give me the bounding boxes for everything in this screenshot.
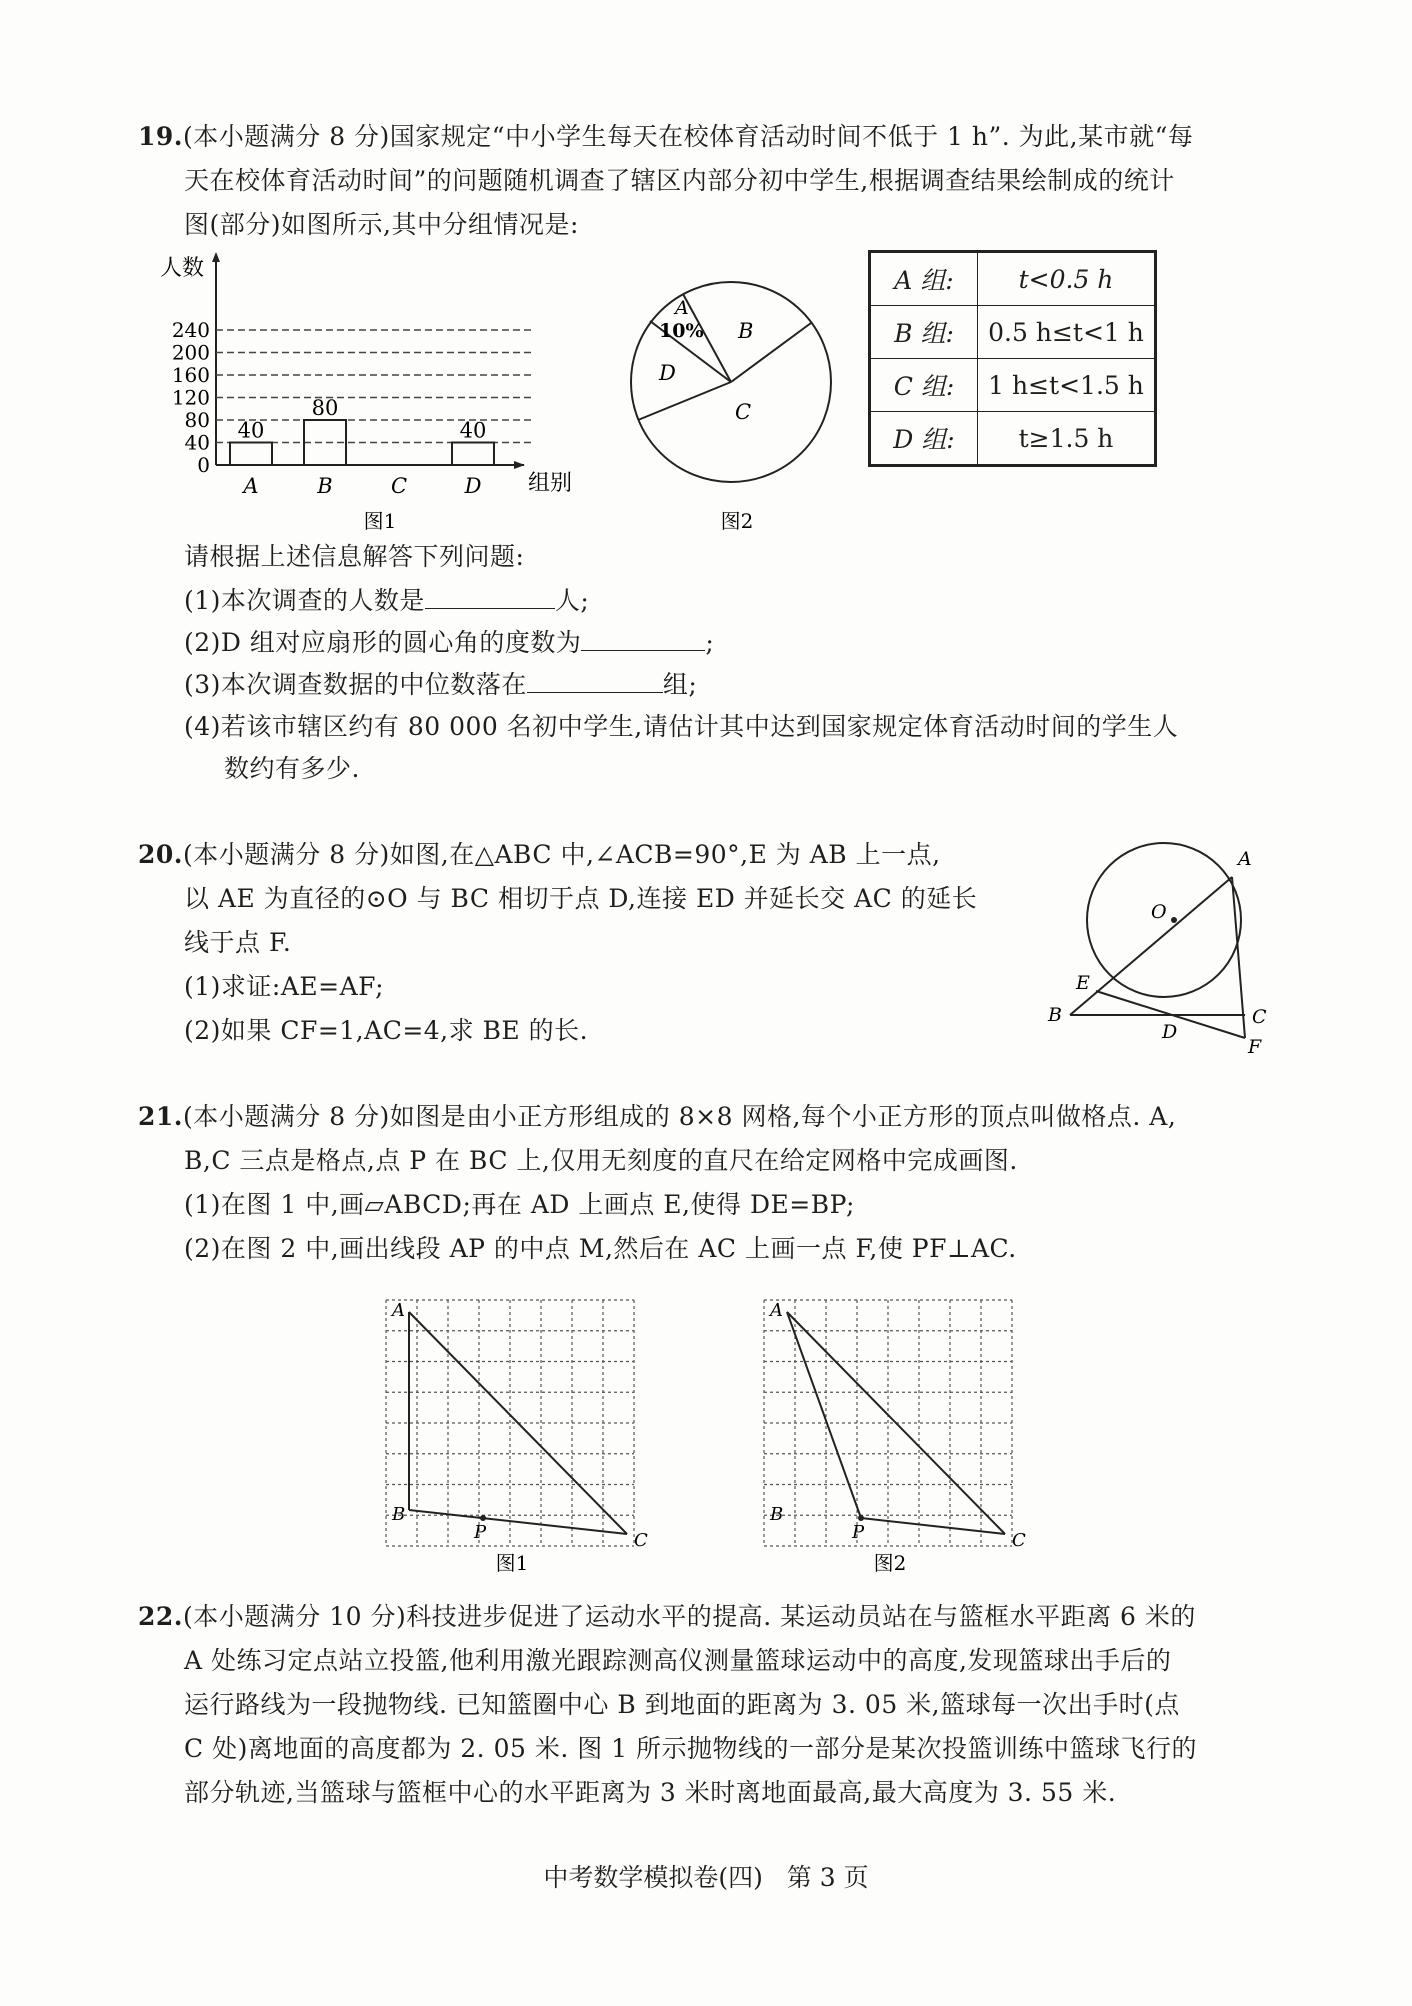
- label-o: O: [1151, 901, 1167, 923]
- bar-chart-category: A: [243, 474, 259, 498]
- q19-sub1: (1)本次调查的人数是 人;: [184, 586, 590, 615]
- segment-bc: [409, 1510, 627, 1534]
- q22-line-3: 运行路线为一段抛物线. 已知篮圈中心 B 到地面的距离为 3. 05 米,篮球每一次出手时(点: [184, 1690, 1180, 1719]
- q22-text-1: (本小题满分 10 分)科技进步促进了运动水平的提高. 某运动员站在与篮框水平距离 6 米的: [183, 1602, 1196, 1631]
- bar-chart-y-tick: 40: [184, 430, 210, 455]
- segment-pc: [861, 1518, 1005, 1534]
- label-c: C: [634, 1530, 648, 1551]
- bar-chart-data-label: 40: [237, 418, 265, 443]
- answer-blank-3[interactable]: [527, 670, 663, 693]
- groups-row: [870, 252, 1156, 306]
- group-range: t<0.5 h: [978, 252, 1156, 306]
- group-name: D 组:: [870, 412, 978, 466]
- center-point-o: [1171, 917, 1177, 923]
- q21-sub1: (1)在图 1 中,画▱ABCD;再在 AD 上画点 E,使得 DE=BP;: [184, 1190, 855, 1219]
- pie-label-b: B: [738, 319, 754, 343]
- group-range: 1 h≤t<1.5 h: [978, 359, 1156, 412]
- pie-chart: [625, 280, 845, 538]
- label-c: C: [1252, 1006, 1267, 1028]
- q20-sub2: (2)如果 CF=1,AC=4,求 BE 的长.: [184, 1016, 589, 1045]
- label-p: P: [852, 1522, 865, 1543]
- q19-number: 19.: [138, 122, 183, 151]
- q21-sub2: (2)在图 2 中,画出线段 AP 的中点 M,然后在 AC 上画一点 F,使 PF⊥AC.: [184, 1234, 1017, 1263]
- q22-line-4: C 处)离地面的高度都为 2. 05 米. 图 1 所示抛物线的一部分是某次投篮训练中篮球飞行的: [184, 1734, 1198, 1763]
- q20-line-3: 线于点 F.: [184, 928, 292, 957]
- label-b: B: [392, 1504, 406, 1525]
- groups-row: [870, 306, 1156, 359]
- q21-text-1: (本小题满分 8 分)如图是由小正方形组成的 8×8 网格,每个小正方形的顶点叫做格点. A,: [183, 1102, 1177, 1131]
- bar-chart-bar: [230, 443, 272, 466]
- q19-sub4-line1: (4)若该市辖区约有 80 000 名初中学生,请估计其中达到国家规定体育活动时间的学生人: [184, 712, 1179, 741]
- q20-sub1: (1)求证:AE=AF;: [184, 972, 385, 1001]
- group-range: 0.5 h≤t<1 h: [978, 306, 1156, 359]
- q21-number: 21.: [138, 1102, 183, 1131]
- bar-chart-ylabel: 人数: [160, 256, 205, 281]
- group-name: B 组:: [870, 306, 978, 359]
- point-p: [858, 1515, 864, 1521]
- bar-chart: [160, 250, 590, 538]
- q19-prompt: 请根据上述信息解答下列问题:: [184, 542, 525, 571]
- pie-radius-3: [638, 382, 731, 420]
- bar-chart-caption: 图1: [363, 509, 397, 533]
- q22-number: 22.: [138, 1602, 183, 1631]
- bar-chart-category: B: [317, 474, 333, 498]
- bar-chart-y-arrow: [212, 252, 220, 262]
- label-p: P: [474, 1522, 487, 1543]
- q19-sub2: (2)D 组对应扇形的圆心角的度数为 ;: [184, 628, 715, 657]
- bar-chart-category: C: [390, 474, 408, 498]
- groups-table: [868, 250, 1157, 467]
- answer-blank-1[interactable]: [425, 586, 555, 609]
- groups-row: [870, 412, 1156, 466]
- pie-label-d: D: [659, 361, 676, 385]
- pie-chart-caption: 图2: [720, 509, 754, 533]
- q19-line-2: 天在校体育活动时间”的问题随机调查了辖区内部分初中学生,根据调查结果绘制成的统计: [184, 166, 1175, 195]
- label-f: F: [1248, 1036, 1262, 1057]
- q19-line-3: 图(部分)如图所示,其中分组情况是:: [184, 210, 579, 239]
- page-footer: 中考数学模拟卷(四) 第 3 页: [543, 1863, 869, 1892]
- q19-sub4-line2: 数约有多少.: [224, 754, 360, 783]
- label-a: A: [1238, 848, 1252, 870]
- group-name: C 组:: [870, 359, 978, 412]
- groups-row: [870, 359, 1156, 412]
- grid-figure-1: [372, 1288, 658, 1578]
- label-a: A: [770, 1300, 783, 1321]
- segment-ap: [787, 1312, 861, 1518]
- bar-chart-data-label: 40: [459, 418, 487, 443]
- label-b: B: [1048, 1004, 1062, 1026]
- q19-line-1: [138, 124, 1193, 149]
- grid-figure-2: [750, 1288, 1040, 1578]
- q20-number: 20.: [138, 840, 183, 869]
- q19-text-1: (本小题满分 8 分)国家规定“中小学生每天在校体育活动时间不低于 1 h”. 为此,某市就“每: [183, 122, 1194, 151]
- answer-blank-2[interactable]: [581, 628, 705, 651]
- bar-chart-y-tick: 120: [171, 385, 210, 410]
- q22-line-5: 部分轨迹,当篮球与篮框中心的水平距离为 3 米时离地面最高,最大高度为 3. 55 米.: [184, 1778, 1117, 1807]
- bar-chart-y-tick: 200: [171, 340, 210, 365]
- q20-line-2: 以 AE 为直径的⊙O 与 BC 相切于点 D,连接 ED 并延长交 AC 的延长: [184, 884, 978, 913]
- q20-text-1: (本小题满分 8 分)如图,在△ABC 中,∠ACB=90°,E 为 AB 上一点,: [183, 840, 941, 869]
- bar-chart-y-tick: 0: [197, 453, 210, 477]
- grid-figure-2-caption: 图2: [873, 1551, 907, 1575]
- bar-chart-y-tick: 240: [171, 318, 210, 342]
- q21-line-1: [138, 1104, 1176, 1129]
- bar-chart-bar: [452, 443, 494, 466]
- segment-ab: [1070, 877, 1232, 1015]
- q22-line-1: [138, 1604, 1196, 1629]
- pie-label-c: C: [735, 400, 752, 424]
- point-p: [480, 1515, 486, 1521]
- q21-line-2: B,C 三点是格点,点 P 在 BC 上,仅用无刻度的直尺在给定网格中完成画图.: [184, 1146, 1018, 1175]
- pie-label-a: A: [675, 297, 689, 319]
- bar-chart-y-tick: 160: [171, 363, 210, 387]
- label-a: A: [392, 1300, 405, 1321]
- grid-figure-1-caption: 图1: [495, 1551, 529, 1575]
- bar-chart-x-arrow: [514, 461, 525, 469]
- bar-chart-y-tick: 80: [184, 408, 210, 432]
- bar-chart-data-label: 80: [311, 396, 339, 420]
- pie-percent-label: 10%: [659, 320, 704, 342]
- label-c: C: [1012, 1530, 1026, 1551]
- label-e: E: [1076, 972, 1090, 994]
- q20-line-1: [138, 842, 941, 867]
- group-name: A 组:: [870, 252, 978, 306]
- bar-chart-xlabel: 组别: [528, 471, 573, 496]
- group-range: t≥1.5 h: [978, 412, 1156, 466]
- label-d: D: [1162, 1021, 1178, 1043]
- q20-figure: [1040, 835, 1290, 1057]
- q19-sub3: (3)本次调查数据的中位数落在 组;: [184, 670, 698, 699]
- label-b: B: [770, 1504, 784, 1525]
- bar-chart-category: D: [464, 474, 482, 498]
- q22-line-2: A 处练习定点站立投篮,他利用激光跟踪测高仪测量篮球运动中的高度,发现篮球出手后的: [184, 1646, 1172, 1675]
